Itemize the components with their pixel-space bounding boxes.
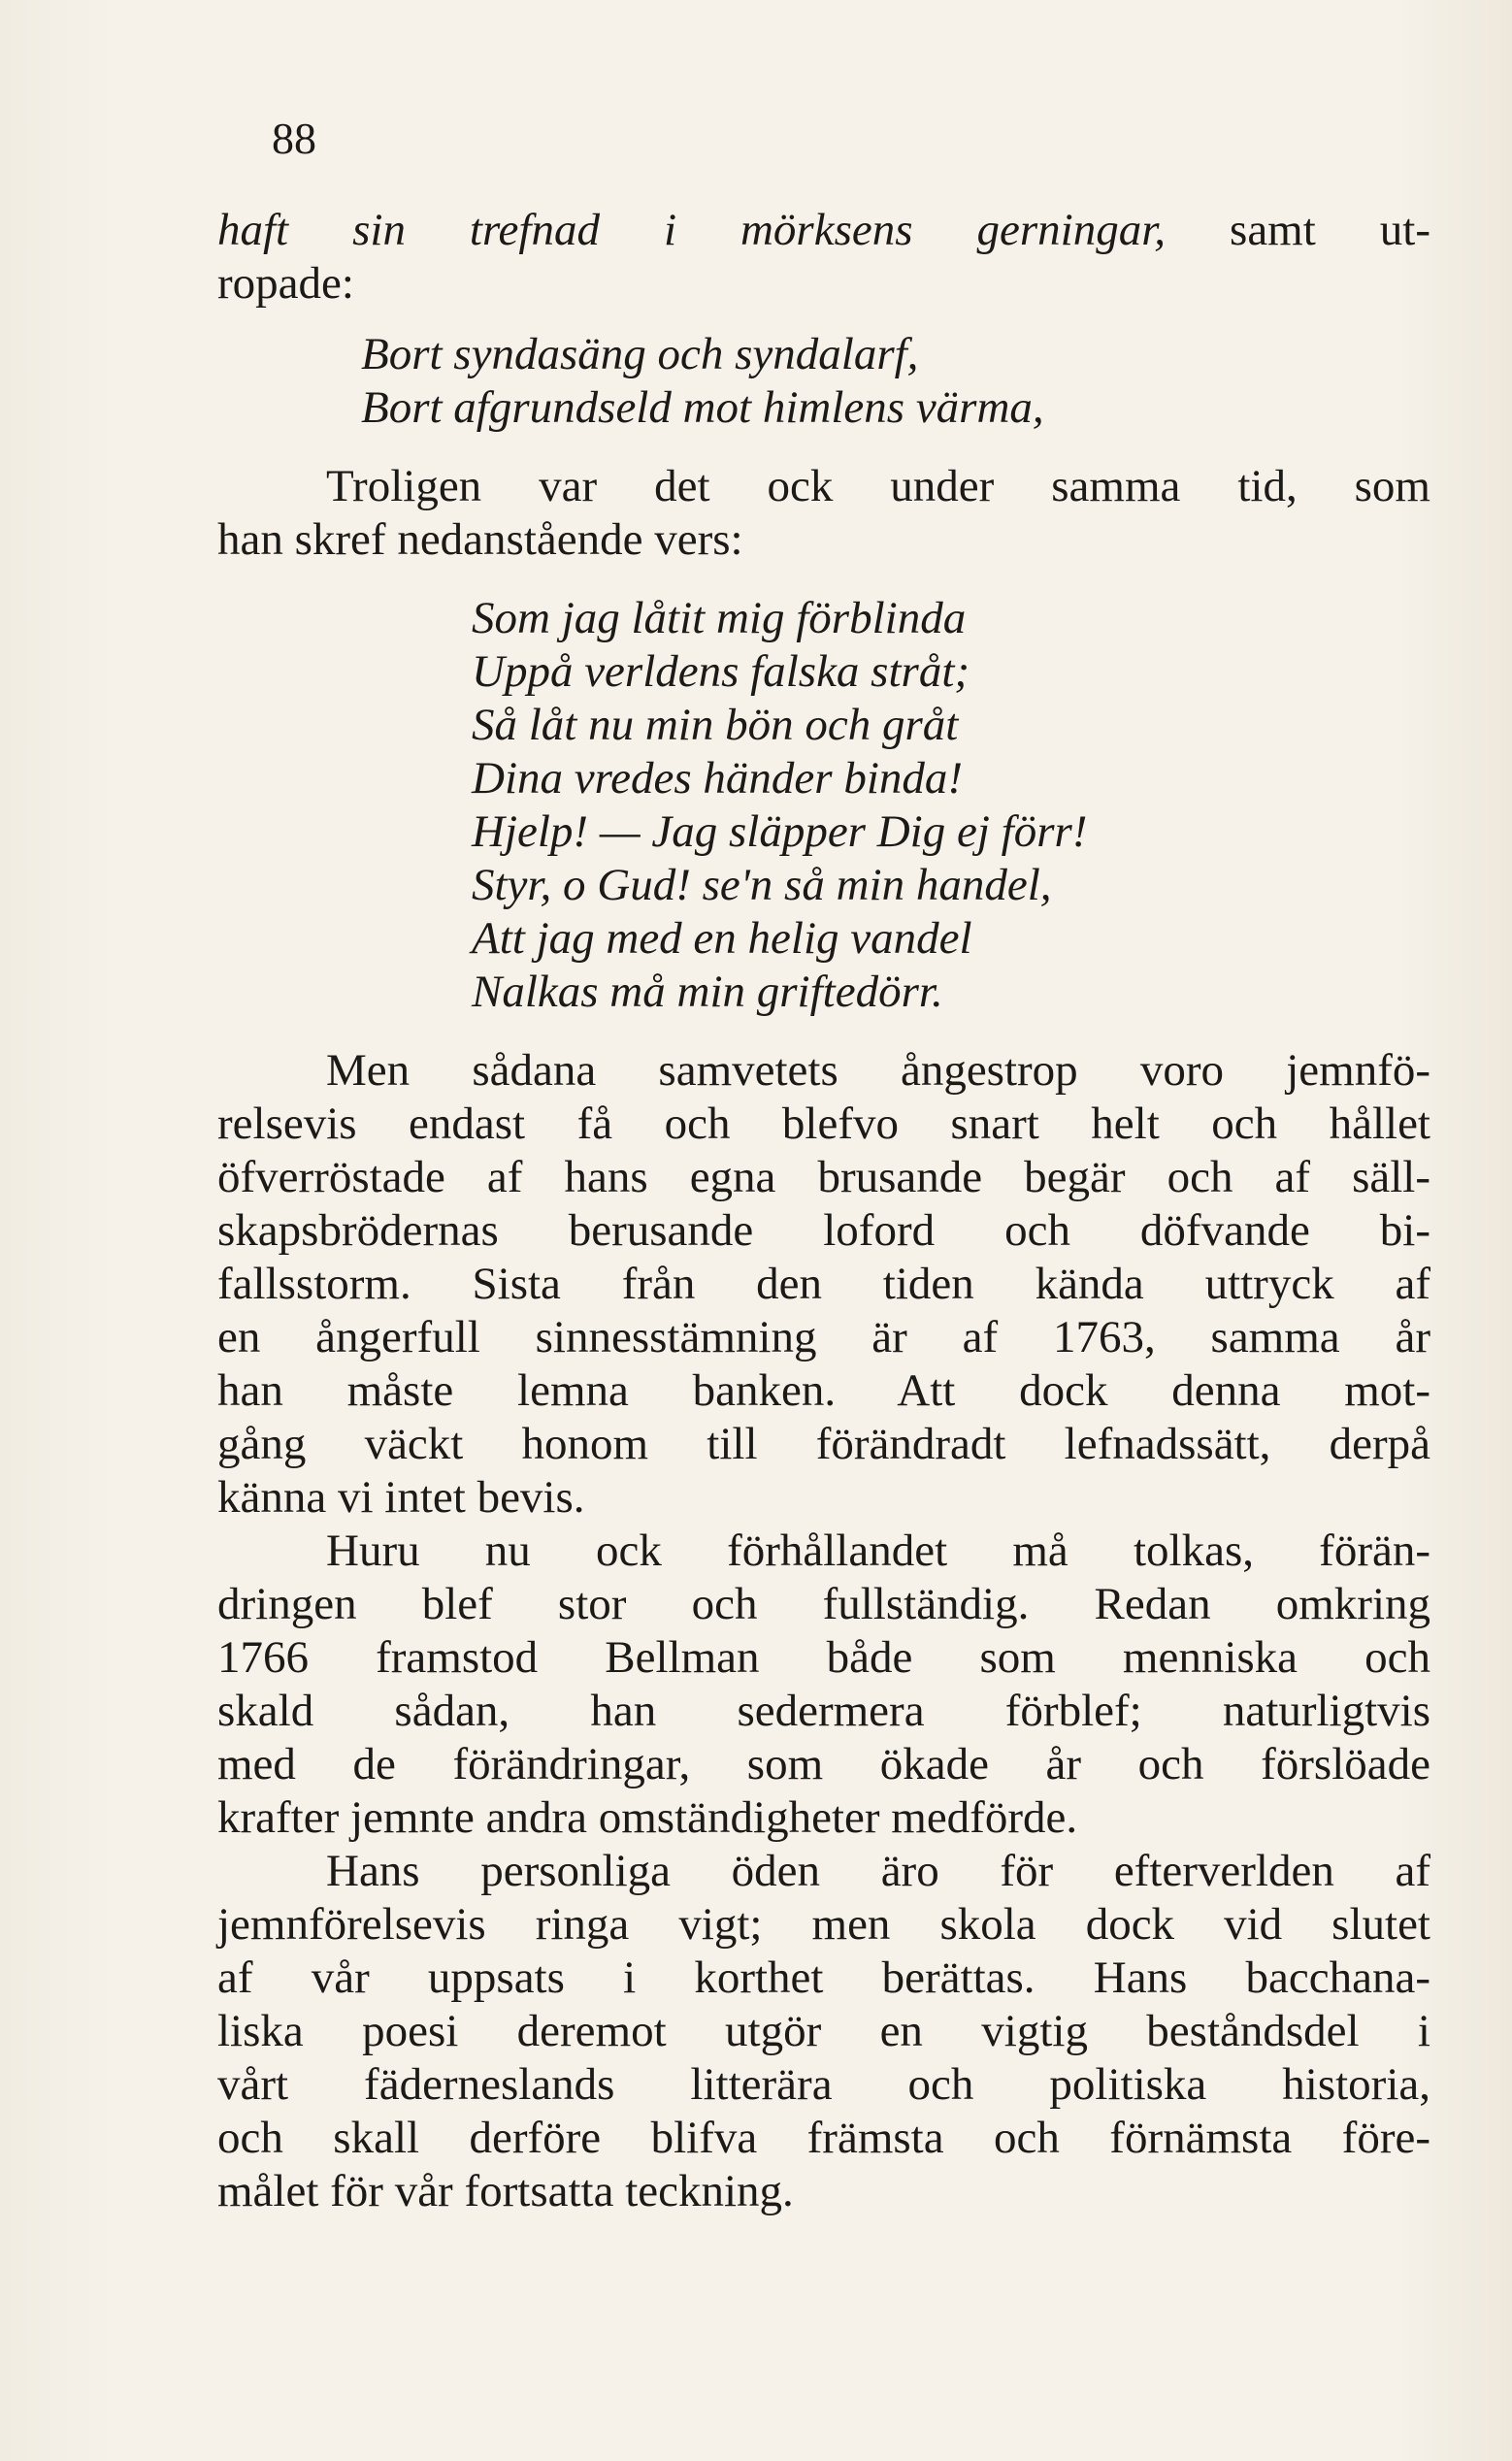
paragraph-2 [217,1044,1430,1525]
couplet-line: Bort afgrundseld mot himlens värma, [361,382,1044,433]
verse-line: Dina vredes händer binda! [472,753,964,804]
verse-line: Så låt nu min bön och gråt [472,700,959,750]
paragraph-line: med de förändringar, som ökade år och förslöade [217,1739,1430,1789]
paragraph-line: och skall derföre blifva främsta och förnämsta före- [217,2113,1430,2163]
paragraph-line: Troligen var det ock under samma tid, som [326,461,1430,511]
paragraph-3 [217,1525,1430,1845]
paragraph-line: relsevis endast få och blefvo snart helt och hållet [217,1099,1430,1149]
verse-line: Att jag med en helig vandel [472,913,972,964]
intro-line [217,204,1430,257]
paragraph-line: Men sådana samvetets ångestrop voro jemnfö- [326,1045,1430,1096]
paragraph-line: han skref nedanstående vers: [217,514,743,565]
paragraph-line: känna vi intet bevis. [217,1472,585,1523]
paragraph-line: Huru nu ock förhållandet må tolkas, förän- [326,1526,1430,1576]
spacer [217,311,1430,328]
couplet-line: Bort syndasäng och syndalarf, [361,329,919,379]
page-body [217,204,1430,2218]
paragraph-line: dringen blef stor och fullständig. Redan omkring [217,1579,1430,1629]
spacer [217,435,1430,460]
paragraph-line: krafter jemnte andra omständigheter medförde. [217,1792,1078,1843]
intro-italic-text: haft sin trefnad i mörksens gerningar, [217,205,1167,255]
verse-line: Nalkas må min griftedörr. [472,967,943,1017]
paragraph-line: Hans personliga öden äro för efterverlden af [326,1846,1430,1896]
paragraph-4 [217,1845,1430,2218]
paragraph-line: en ångerfull sinnesstämning är af 1763, samma år [217,1312,1430,1362]
page-number: 88 [272,114,316,163]
verse-line: Uppå verldens falska stråt; [472,646,970,697]
verse-line: Styr, o Gud! se'n så min handel, [472,860,1052,910]
spacer [217,567,1430,592]
paragraph-line: fallsstorm. Sista från den tiden kända uttryck af [217,1259,1430,1309]
paragraph-line: vårt fäderneslands litterära och politiska historia, [217,2059,1430,2110]
intro-line: ropade: [217,258,354,309]
paragraph-line: öfverröstade af hans egna brusande begär och af säll- [217,1152,1430,1202]
verse-stanza [217,592,1430,1019]
paragraph-line: jemnförelsevis ringa vigt; men skola dock vid slutet [217,1899,1430,1950]
intro-roman-text: samt ut- [1166,205,1430,255]
verse-line: Hjelp! — Jag släpper Dig ej förr! [472,806,1088,857]
paragraph-line: liska poesi deremot utgör en vigtig beståndsdel i [217,2006,1430,2056]
spacer [217,1019,1430,1044]
verse-line: Som jag låtit mig förblinda [472,593,967,643]
paragraph-line: skapsbrödernas berusande loford och döfvande bi- [217,1205,1430,1256]
paragraph-line: gång väckt honom till förändradt lefnadssätt, derpå [217,1419,1430,1469]
paragraph-line: 1766 framstod Bellman både som menniska och [217,1632,1430,1683]
paragraph-line: målet för vår fortsatta teckning. [217,2166,794,2216]
paragraph-line: af vår uppsats i korthet berättas. Hans bacchana- [217,1952,1430,2003]
paragraph-1 [217,460,1430,567]
paragraph-line: han måste lemna banken. Att dock denna mot- [217,1365,1430,1416]
couplet-quote [217,328,1430,435]
paragraph-line: skald sådan, han sedermera förblef; naturligtvis [217,1686,1430,1736]
